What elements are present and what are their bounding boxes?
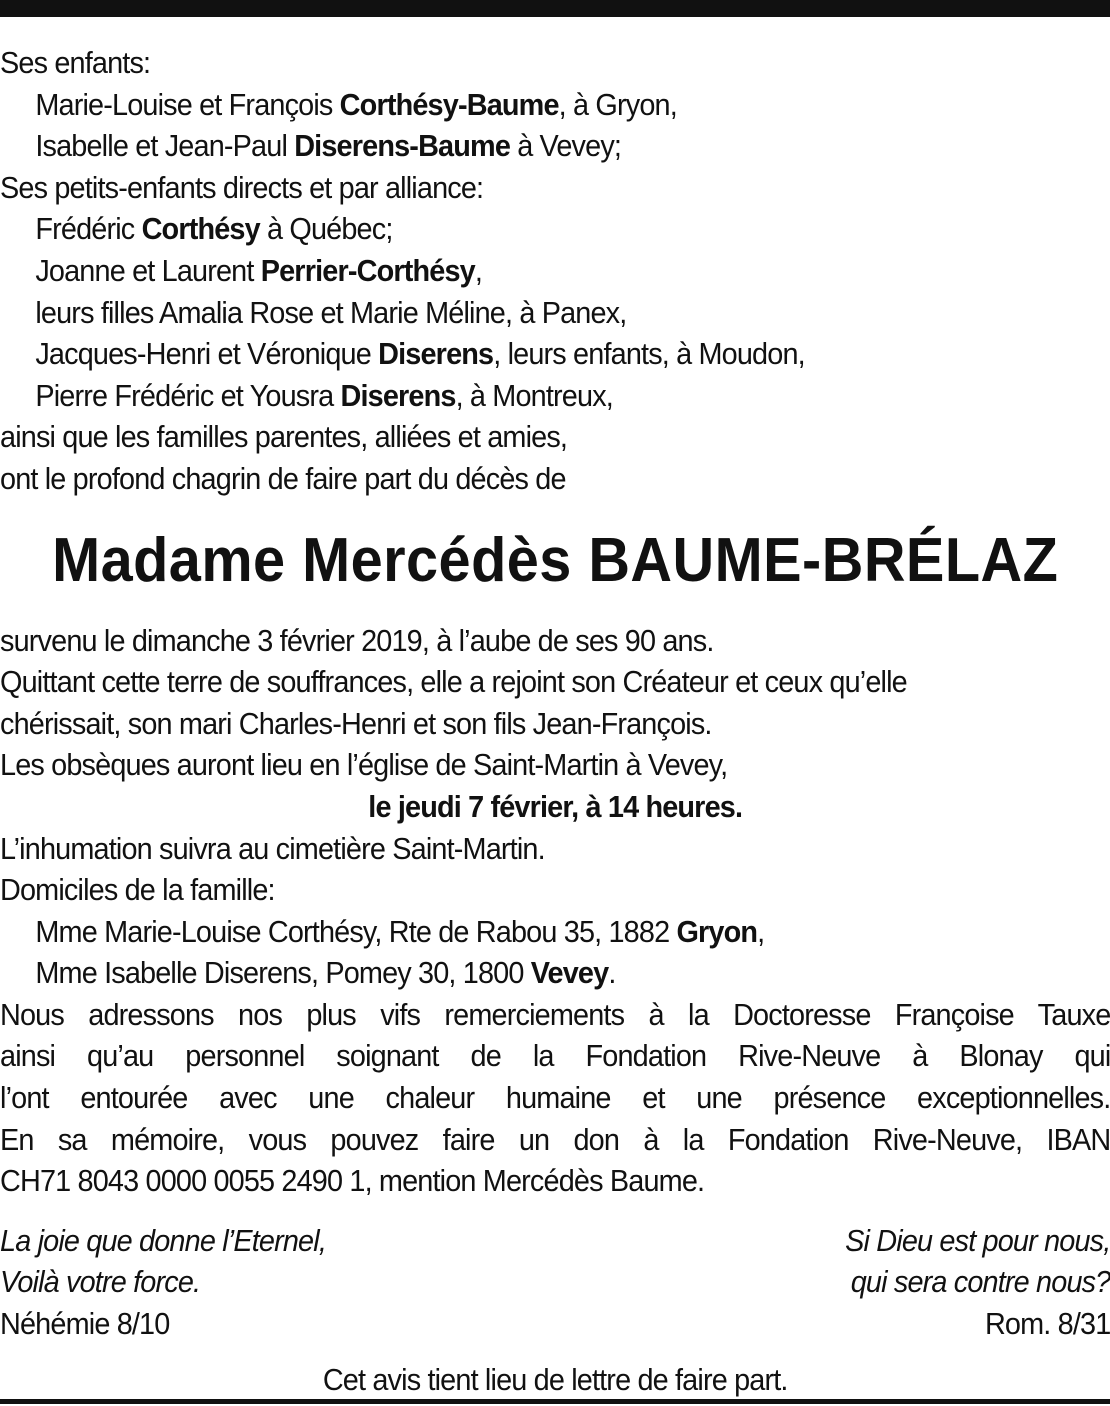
donation-line: CH71 8043 0000 0055 2490 1, mention Mercédès Baume.	[0, 1163, 705, 1199]
text-line: chérissait, son mari Charles-Henri et son fils Jean-François.	[0, 705, 712, 741]
top-border	[0, 0, 1110, 17]
grandchild-line: leurs filles Amalia Rose et Marie Méline, à Panex,	[35, 294, 627, 330]
verse-left: Voilà votre force.	[0, 1264, 201, 1300]
funeral-time: le jeudi 7 février, à 14 heures.	[368, 788, 743, 824]
thanks-line: ainsi qu’au personnel soignant de la Fondation Rive-Neuve à Blonay qui	[0, 1038, 1110, 1074]
grandchild-line: Jacques-Henri et Véronique Diserens, leurs enfants, à Moudon,	[35, 336, 805, 372]
donation-line: En sa mémoire, vous pouvez faire un don à la Fondation Rive-Neuve, IBAN	[0, 1121, 1110, 1157]
bible-verses	[0, 1220, 1110, 1345]
verse-row	[0, 1220, 1110, 1262]
funeral-line: Les obsèques auront lieu en l’église de Saint-Martin à Vevey,	[0, 747, 728, 783]
child-line: Isabelle et Jean-Paul Diserens-Baume à Vevey;	[35, 128, 622, 164]
date-line: survenu le dimanche 3 février 2019, à l’aube de ses 90 ans.	[0, 622, 714, 658]
verse-left: La joie que donne l’Eternel,	[0, 1222, 326, 1258]
verse-right-reference: Rom. 8/31	[984, 1306, 1110, 1342]
grandchild-line: Pierre Frédéric et Yousra Diserens, à Montreux,	[35, 377, 613, 413]
domiciles-intro: Domiciles de la famille:	[0, 872, 275, 908]
bottom-border	[0, 1399, 1110, 1404]
text-line: Quittant cette terre de souffrances, elle a rejoint son Créateur et ceux qu’elle	[0, 664, 907, 700]
verse-row	[0, 1261, 1110, 1303]
thanks-line: Nous adressons nos plus vifs remerciements à la Doctoresse Françoise Tauxe	[0, 996, 1110, 1032]
verse-ref-row	[0, 1303, 1110, 1345]
closing-line: Cet avis tient lieu de lettre de faire part.	[322, 1361, 788, 1397]
domicile-line: Mme Marie-Louise Corthésy, Rte de Rabou 35, 1882 Gryon,	[35, 913, 765, 949]
notice-text	[0, 42, 1110, 1400]
deceased-name: Madame Mercédès BAUME-BRÉLAZ	[52, 525, 1059, 595]
verse-right: qui sera contre nous?	[850, 1264, 1110, 1300]
verse-right: Si Dieu est pour nous,	[845, 1222, 1110, 1258]
burial-line: L’inhumation suivra au cimetière Saint-Martin.	[0, 830, 545, 866]
announce-line: ont le profond chagrin de faire part du décès de	[0, 460, 566, 496]
grandchild-line: Joanne et Laurent Perrier-Corthésy,	[35, 252, 483, 288]
child-line: Marie-Louise et François Corthésy-Baume, à Gryon,	[35, 86, 677, 122]
domicile-line: Mme Isabelle Diserens, Pomey 30, 1800 Vevey.	[35, 955, 616, 991]
thanks-line: l’ont entourée avec une chaleur humaine et une présence exceptionnelles.	[0, 1080, 1110, 1116]
grandchild-line: Frédéric Corthésy à Québec;	[35, 211, 393, 247]
others-line: ainsi que les familles parentes, alliées et amies,	[0, 419, 568, 455]
children-intro: Ses enfants:	[0, 45, 151, 80]
grandchildren-intro: Ses petits-enfants directs et par alliance:	[0, 169, 484, 205]
verse-left-reference: Néhémie 8/10	[0, 1306, 170, 1342]
